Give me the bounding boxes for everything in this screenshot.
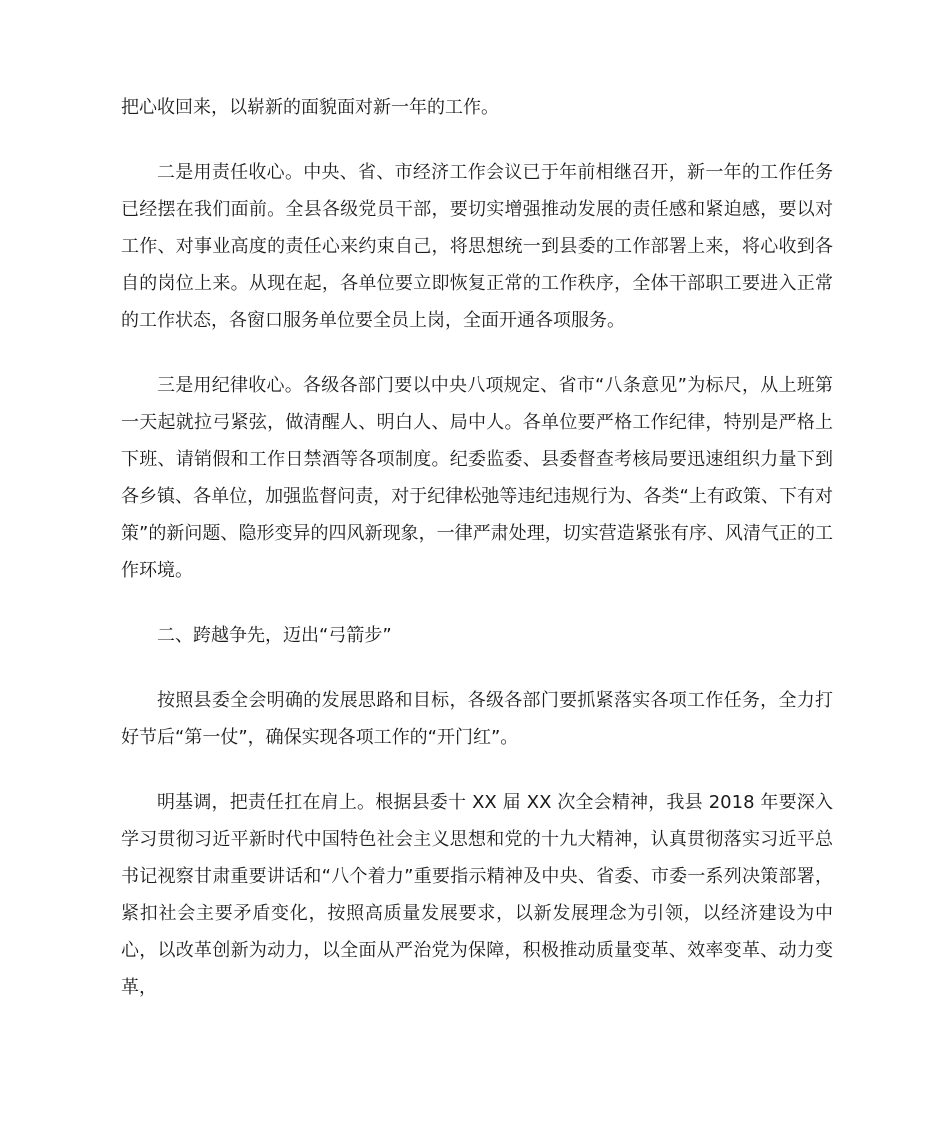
- document-body: [121, 89, 833, 1034]
- paragraph-responsibility: 二是用责任收心。中央、省、市经济工作会议已于年前相继召开，新一年的工作任务已经摆在我们面前。全县各级党员干部，要切实增强推动发展的责任感和紧迫感，要以对工作、对事业高度的责任心来约束自己，将思想统一到县委的工作部署上来，将心收到各自的岗位上来。从现在起，各单位要立即恢复正常的工作秩序，全体干部职工要进入正常的工作状态，各窗口服务单位要全员上岗，全面开通各项服务。: [121, 162, 833, 331]
- section-heading: 二、跨越争先，迈出“弓箭步”: [157, 625, 392, 646]
- paragraph-discipline: 三是用纪律收心。各级各部门要以中央八项规定、省市“八条意见”为标尺，从上班第一天起就拉弓紧弦，做清醒人、明白人、局中人。各单位要严格工作纪律，特别是严格上下班、请销假和工作日禁酒等各项制度。纪委监委、县委督查考核局要迅速组织力量下到各乡镇、各单位，加强监督问责，对于纪律松弛等违纪违规行为、各类“上有政策、下有对策”的新问题、隐形变异的四风新现象，一律严肃处理，切实营造紧张有序、风清气正的工作环境。: [121, 375, 833, 581]
- paragraph-keynote: 明基调，把责任扛在肩上。根据县委十 XX 届 XX 次全会精神，我县 2018 年要深入学习贯彻习近平新时代中国特色社会主义思想和党的十九大精神，认真贯彻落实习近平总书记视察甘肃重要讲话和“八个着力”重要指示精神及中央、省委、市委一系列决策部署，紧扣社会主要矛盾变化，按照高质量发展要求，以新发展理念为引领，以经济建设为中心，以改革创新为动力，以全面从严治党为保障，积极推动质量变革、效率变革、动力变革，: [121, 792, 833, 998]
- paragraph-intro: 按照县委全会明确的发展思路和目标，各级各部门要抓紧落实各项工作任务，全力打好节后“第一仗”，确保实现各项工作的“开门红”。: [121, 690, 833, 748]
- paragraph-continuation: 把心收回来，以崭新的面貌面对新一年的工作。: [121, 97, 499, 118]
